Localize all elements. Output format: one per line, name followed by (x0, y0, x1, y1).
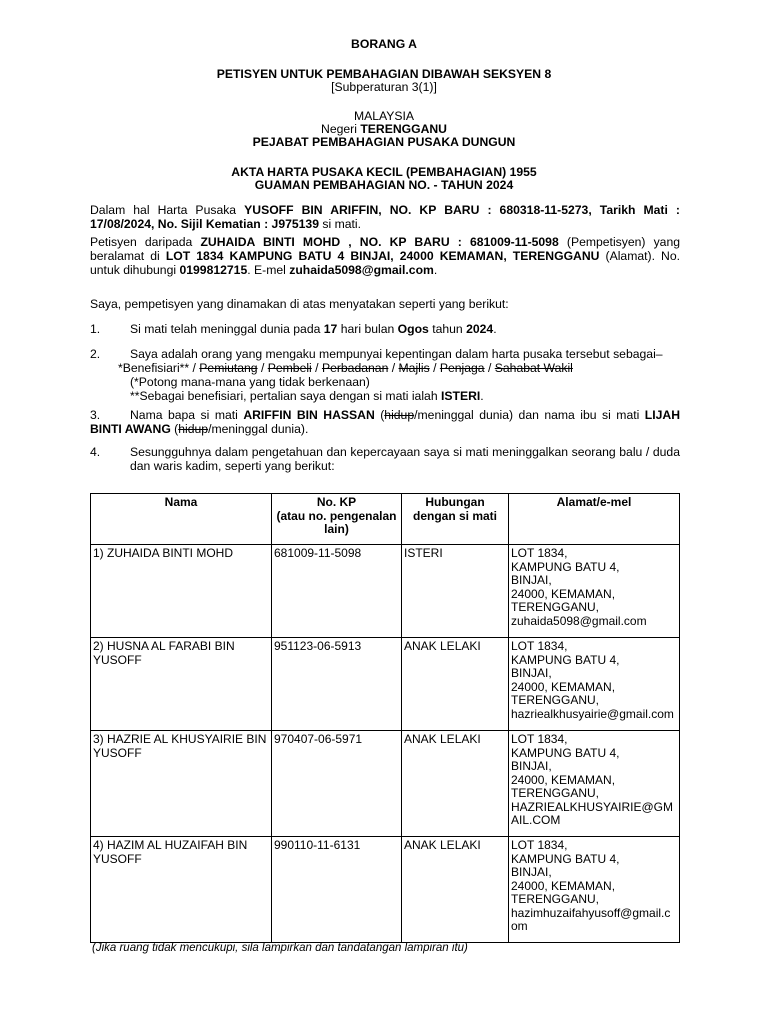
heir-address: LOT 1834, KAMPUNG BATU 4, BINJAI, 24000, KEMAMAN, TERENGGANU, HAZRIEALKHUSYAIRIE@GMAIL.COM (509, 731, 680, 837)
footnote: (Jika ruang tidak mencukupi, sila lampirkan dan tandatangan lampiran itu) (92, 942, 468, 954)
column-header-relation: Hubungan dengan si mati (402, 494, 509, 545)
case-number: GUAMAN PEMBAHAGIAN NO. - TAHUN 2024 (254, 178, 514, 192)
heir-ic: 990110-11-6131 (272, 837, 402, 943)
heir-address: LOT 1834, KAMPUNG BATU 4, BINJAI, 24000, KEMAMAN, TERENGGANU, zuhaida5098@gmail.com (509, 545, 680, 638)
state-line: Negeri TERENGGANU (321, 122, 447, 136)
heir-address: LOT 1834, KAMPUNG BATU 4, BINJAI, 24000, KEMAMAN, TERENGGANU, hazriealkhusyairie@gmail.com (509, 638, 680, 731)
country: MALAYSIA (353, 109, 415, 123)
heir-relation: ANAK LELAKI (402, 638, 509, 731)
column-header-name: Nama (91, 494, 272, 545)
heir-email: hazimhuzaifahyusoff@gmail.com (511, 905, 671, 933)
item-number: 4. (90, 445, 101, 459)
heir-address: LOT 1834, KAMPUNG BATU 4, BINJAI, 24000, KEMAMAN, TERENGGANU, hazimhuzaifahyusoff@gmail.com (509, 837, 680, 943)
heir-relation: ISTERI (402, 545, 509, 638)
heir-name: 3) HAZRIE AL KHUSYAIRIE BIN YUSOFF (91, 731, 272, 837)
item-1-text: Si mati telah meninggal dunia pada 17 hari bulan Ogos tahun 2024. (130, 322, 497, 336)
petition-title: PETISYEN UNTUK PEMBAHAGIAN DIBAWAH SEKSYEN 8 (216, 67, 552, 81)
estate-paragraph: Dalam hal Harta Pusaka YUSOFF BIN ARIFFIN, NO. KP BARU : 680318-11-5273, Tarikh Mati : 17/08/2024, No. Sijil Kematian : J975139 si mati. (90, 203, 680, 231)
heirs-table (90, 493, 680, 943)
heir-ic: 681009-11-5098 (272, 545, 402, 638)
table-row (91, 837, 680, 943)
heir-email: HAZRIEALKHUSYAIRIE@GMAIL.COM (511, 799, 673, 827)
petitioner-paragraph: Petisyen daripada ZUHAIDA BINTI MOHD , NO. KP BARU : 681009-11-5098 (Pempetisyen) yang beralamat di LOT 1834 KAMPUNG BATU 4 BINJAI, 24000 KEMAMAN, TERENGGANU (Alamat). No. untuk dihubungi 0199812715. E-mel zuhaida5098@gmail.com. (90, 235, 681, 277)
item-2-text: Saya adalah orang yang mengaku mempunyai kepentingan dalam harta pusaka tersebut sebagai– *Benefisiari** / Pemiutang / Pembeli / Perbadanan / Majlis / Penjaga / Sahabat Wakil (*Potong mana-mana yang tidak berkenaan) **Sebagai benefisiari, pertalian saya dengan si mati ialah ISTERI. (118, 347, 663, 403)
column-header-ic: No. KP (atau no. pengenalan lain) (272, 494, 402, 545)
act-title: AKTA HARTA PUSAKA KECIL (PEMBAHAGIAN) 1955 (231, 165, 537, 179)
heir-name: 1) ZUHAIDA BINTI MOHD (91, 545, 272, 638)
heir-email: hazriealkhusyairie@gmail.com (511, 706, 674, 721)
heir-relation: ANAK LELAKI (402, 731, 509, 837)
item-number: 1. (90, 322, 101, 336)
table-row (91, 731, 680, 837)
item-number: 2. (90, 347, 101, 361)
heir-email: zuhaida5098@gmail.com (511, 613, 647, 628)
declaration: Saya, pempetisyen yang dinamakan di atas menyatakan seperti yang berikut: (90, 297, 509, 311)
form-name: BORANG A (351, 37, 417, 51)
heir-ic: 970407-06-5971 (272, 731, 402, 837)
column-header-address: Alamat/e-mel (509, 494, 680, 545)
subregulation: [Subperaturan 3(1)] (331, 80, 437, 94)
heir-name: 2) HUSNA AL FARABI BIN YUSOFF (91, 638, 272, 731)
heir-name: 4) HAZIM AL HUZAIFAH BIN YUSOFF (91, 837, 272, 943)
table-row (91, 638, 680, 731)
heir-ic: 951123-06-5913 (272, 638, 402, 731)
office-name: PEJABAT PEMBAHAGIAN PUSAKA DUNGUN (252, 135, 516, 149)
table-header-row (91, 494, 680, 545)
heir-relation: ANAK LELAKI (402, 837, 509, 943)
table-row (91, 545, 680, 638)
item-3-text: 3. Nama bapa si mati ARIFFIN BIN HASSAN (hidup/meninggal dunia) dan nama ibu si mati LIJAH BINTI AWANG (hidup/meninggal dunia). (90, 408, 680, 436)
item-4-text: Sesungguhnya dalam pengetahuan dan kepercayaan saya si mati meninggalkan seorang balu / duda dan waris kadim, seperti yang berikut: (130, 445, 680, 473)
